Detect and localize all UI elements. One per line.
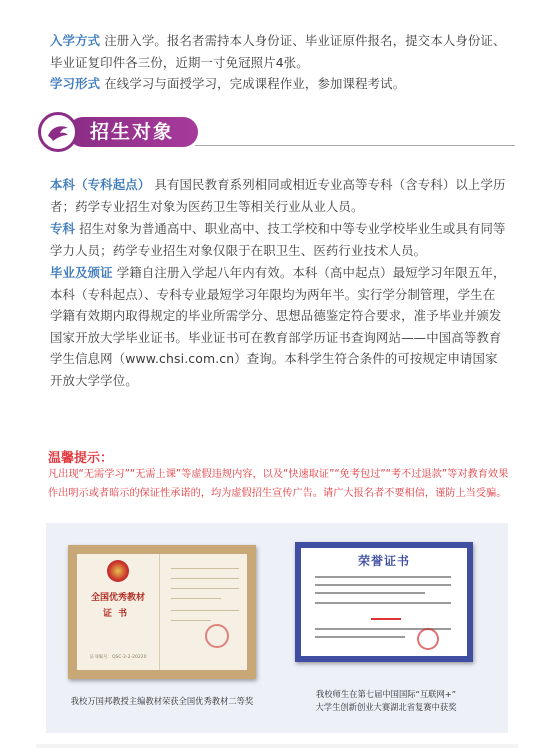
certificate2-award-line (371, 618, 401, 620)
red-seal-icon (205, 624, 229, 648)
certificate2-text-line (315, 602, 451, 604)
certificate2-text-line (315, 636, 405, 638)
admission-method-paragraph (50, 30, 506, 73)
college-target-text: 招生对象为普通高中、职业高中、技工学校和中等专业学校毕业生或具有同等学力人员；药学专业招生对象仅限于在职卫生、医药行业技术人员。 (50, 221, 506, 258)
study-form-label: 学习形式 (50, 76, 101, 91)
certificate1-text-line (171, 610, 239, 611)
certificate1-text-line (171, 588, 239, 589)
graduation-paragraph (50, 262, 506, 391)
graduation-text: 学籍自注册入学起八年内有效。本科（高中起点）最短学习年限五年，本科（专科起点）、专科专业最短学习年限均为两年半。实行学分制管理，学生在学籍有效期内取得规定的毕业所需学分、思想品德鉴定符合要求，准予毕业并颁发国家开放大学毕业证书。毕业证书可在教育部学历证书查询网站——中国高等教育学生信息网（www.chsi.com.cn）查询。本科学生符合条件的可按规定申请国家开放大学学位。 (50, 265, 506, 388)
college-target-label: 专科 (50, 221, 76, 236)
certificate1-code: 证书编号：QSC-2-2-20220 (89, 655, 147, 660)
certificate1-title: 全国优秀教材 (90, 593, 145, 603)
bird-emblem-icon (38, 112, 78, 152)
undergrad-target-paragraph (50, 174, 506, 217)
warning-text: 凡出现“无需学习”“无需上课”等虚假违规内容，以及“快速取证”“免考包过”“考不过退款”等对教育效果作出明示或者暗示的保证性承诺的，均为虚假招生宣传广告。请广大报名者不要相信，谨防上当受骗。 (48, 469, 509, 499)
national-emblem-icon (107, 560, 129, 582)
certificate1-text-line (171, 568, 239, 569)
certificate2-caption (296, 688, 476, 714)
certificate1-text-line (171, 598, 221, 599)
certificate2-text-line (315, 576, 451, 578)
certificate2-text-line (315, 592, 425, 594)
study-form-text: 在线学习与面授学习，完成课程作业，参加课程考试。 (104, 76, 406, 91)
certificate2-text-line (315, 584, 451, 586)
honor-certificate-image (295, 542, 473, 662)
bottom-band (36, 744, 518, 748)
section-divider (195, 145, 515, 146)
certificate1-text-line (171, 578, 239, 579)
undergrad-target-label: 本科（专科起点） (50, 177, 151, 192)
section-header (38, 112, 198, 152)
certificate2-caption-line2: 大学生创新创业大赛湖北省复赛中获奖 (315, 702, 457, 712)
section-title: 招生对象 (90, 121, 175, 143)
warning-title: 温馨提示： (48, 451, 114, 466)
undergrad-target-text: 具有国民教育系列相同或相近专业高等专科（含专科）以上学历者；药学专业招生对象为医药卫生等相关行业从业人员。 (50, 177, 506, 214)
certificate1-caption: 我校万国邦教授主编教材荣获全国优秀教材二等奖 (70, 696, 254, 706)
certificate1-title2: 证书 (102, 609, 133, 619)
certificate1-text-line (171, 620, 211, 621)
admission-method-label: 入学方式 (50, 33, 101, 48)
certificate2-title: 荣誉证书 (357, 554, 410, 568)
study-form-paragraph (50, 73, 506, 95)
certificate2-caption-line1: 我校师生在第七届中国国际“互联网+” (315, 689, 456, 699)
textbook-award-certificate-image (68, 545, 256, 679)
admission-method-text: 注册入学。报名者需持本人身份证、毕业证原件报名，提交本人身份证、毕业证复印件各三份，近期一寸免冠照片4张。 (50, 33, 506, 70)
red-seal-icon (417, 628, 439, 650)
college-target-paragraph (50, 218, 506, 261)
graduation-label: 毕业及颁证 (50, 265, 113, 280)
